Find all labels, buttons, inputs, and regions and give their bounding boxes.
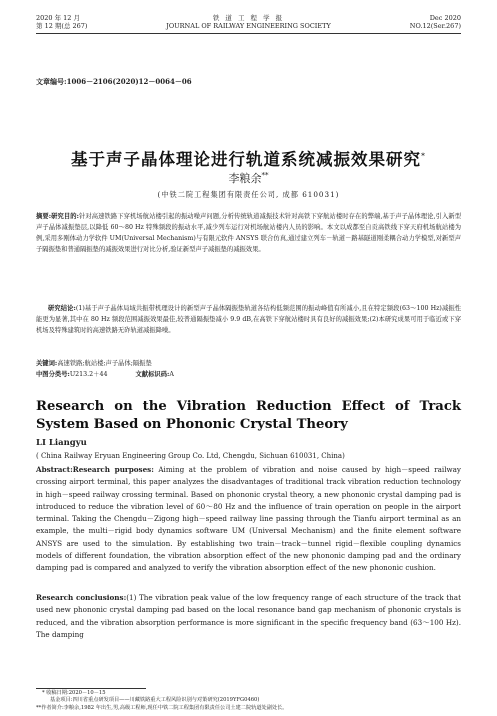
english-conclusions-text: (1) The vibration peak value of the low frequency range of each structure of the track that used new phononic crystal damping pad based on the local resonance band gap mechanism of phononic crystals is reduced, and the vibration absorption performance is more significant in the specific frequency band (63～100 Hz). The damping xyxy=(36,593,461,639)
author-footnote-mark: ** xyxy=(261,171,269,180)
english-title: Research on the Vibration Reduction Effect of Track System Based on Phononic Crystal Theory xyxy=(36,399,461,432)
header-journal-en: JOURNAL OF RAILWAY ENGINEERING SOCIETY xyxy=(166,22,331,30)
header-journal-cn: 铁 道 工 程 学 报 xyxy=(212,14,285,22)
english-author: LI Liangyu xyxy=(36,438,87,448)
title-footnote-mark: * xyxy=(421,151,426,161)
chinese-affiliation: (中铁二院工程集团有限责任公司, 成都 610031) xyxy=(157,190,340,199)
article-number: 文章编号:1006－2106(2020)12－0064－06 xyxy=(36,77,192,86)
chinese-conclusions-label: 研究结论: xyxy=(48,305,76,312)
doc-code-value: A xyxy=(169,371,174,378)
header-issue-en xyxy=(410,14,461,30)
english-abstract xyxy=(36,464,461,575)
english-conclusions xyxy=(36,592,461,641)
clc-value: U213.2＋44 xyxy=(69,371,108,378)
clc-label: 中图分类号: xyxy=(36,371,70,378)
chinese-keywords xyxy=(36,358,152,367)
chinese-author-name: 李粮余 xyxy=(228,172,262,185)
chinese-conclusions-text: (1)基于声子晶体局域共振带机理设计的新型声子晶体隔振垫轨道各结构低频范围的振动峰值有所减小,且在特定频段(63～100 Hz)减振性能更为显著,其中在 80 Hz 频段范围减振效果最佳,较普通隔振垫减小 9.9 dB,在高铁下穿航站楼时具有良好的减振效果;(2)本研究成果可用于临近或下穿机场及特殊建筑时的高速铁路无砟轨道减振降噪。 xyxy=(36,305,462,334)
doc-code-label: 文献标识码: xyxy=(135,371,170,378)
chinese-title-text: 基于声子晶体理论进行轨道系统减振效果研究 xyxy=(71,150,421,169)
chinese-abstract-text: 针对高速铁路下穿机场航站楼引起的振动噪声问题,分析传统轨道减振技术针对高铁下穿航站楼时存在的弊端,基于声子晶体理论,引入新型声子晶体减振垫层,以降低 60～80 Hz 特殊频段的振动水平,减少列车运行对机场航站楼内人员的影响。本文以成都至自贡高铁线下穿天府机场航站楼为例,采用多刚体动力学软件 UM(Universal Mechanism)与有限元软件 ANSYS 联合仿真,通过建立列车－轨道－路基隧道刚柔耦合动力学模型,对新型声子隔振垫和普通隔振垫的减振效果进行对比分析,验证新型声子减振垫的减振效果。 xyxy=(36,213,461,253)
chinese-classification xyxy=(36,369,174,378)
header-date-cn: 2020 年 12 月 xyxy=(36,14,81,22)
chinese-abstract xyxy=(36,211,461,255)
english-purposes-label: Research purposes: xyxy=(72,465,154,474)
english-abstract-label: Abstract: xyxy=(36,465,73,474)
footnote-divider xyxy=(36,688,146,689)
footnote-author-bio: **作者简介:李粮余,1982 年出生,男,高级工程师,现任中铁二院工程集团有限责任公司土建二院轨道处副处长。 xyxy=(36,704,288,711)
footnotes xyxy=(36,690,476,712)
header-divider xyxy=(36,33,461,34)
english-affiliation: ( China Railway Eryuan Engineering Group Co. Ltd, Chengdu, Sichuan 610031, China) xyxy=(36,452,345,460)
chinese-keywords-label: 关键词: xyxy=(36,360,58,367)
chinese-abstract-label: 摘要:研究目的: xyxy=(36,213,79,220)
chinese-title xyxy=(0,146,497,170)
header-series-en: NO.12(Ser.267) xyxy=(409,22,461,30)
footnote-fund: 基金项目:四川省重点研发项目——川藏铁路重大工程风险识别与对策研究(2019YFG0460) xyxy=(50,697,260,704)
footnote-received: * 收稿日期:2020－10－15 xyxy=(42,690,106,696)
english-purposes-text: Aiming at the problem of vibration and noise caused by high－speed railway crossing airport terminal, this paper analyzes the disadvantages of traditional track vibration reduction technology in high－speed railway crossing terminal. Based on phononic crystal theory, a new phononic crystal damping pad is introduced to reduce the vibration level of 60～80 Hz and the influence of train operation on people in the airport terminal. Taking the Chengdu－Zigong high－speed railway line passing through the Tianfu airport terminal as an example, the multi－rigid body dynamics software UM (Universal Mechanism) and the finite element software ANSYS are used to the simulation. By establishing two train－track－tunnel rigid－flexible coupling dynamics models of different foundation, the vibration absorption effect of the new phononic damping pad and the ordinary damping pad is compared and analyzed to verify the vibration absorption effect of the new phononic cushion. xyxy=(36,465,461,573)
english-conclusions-label: Research conclusions: xyxy=(36,593,127,602)
chinese-keywords-text: 高速铁路;航站楼;声子晶体;隔振垫 xyxy=(57,360,152,367)
header-issue-cn: 第 12 期(总 267) xyxy=(36,22,88,30)
chinese-author xyxy=(0,170,497,186)
chinese-conclusions xyxy=(36,303,461,336)
header-date-en: Dec 2020 xyxy=(429,14,461,22)
